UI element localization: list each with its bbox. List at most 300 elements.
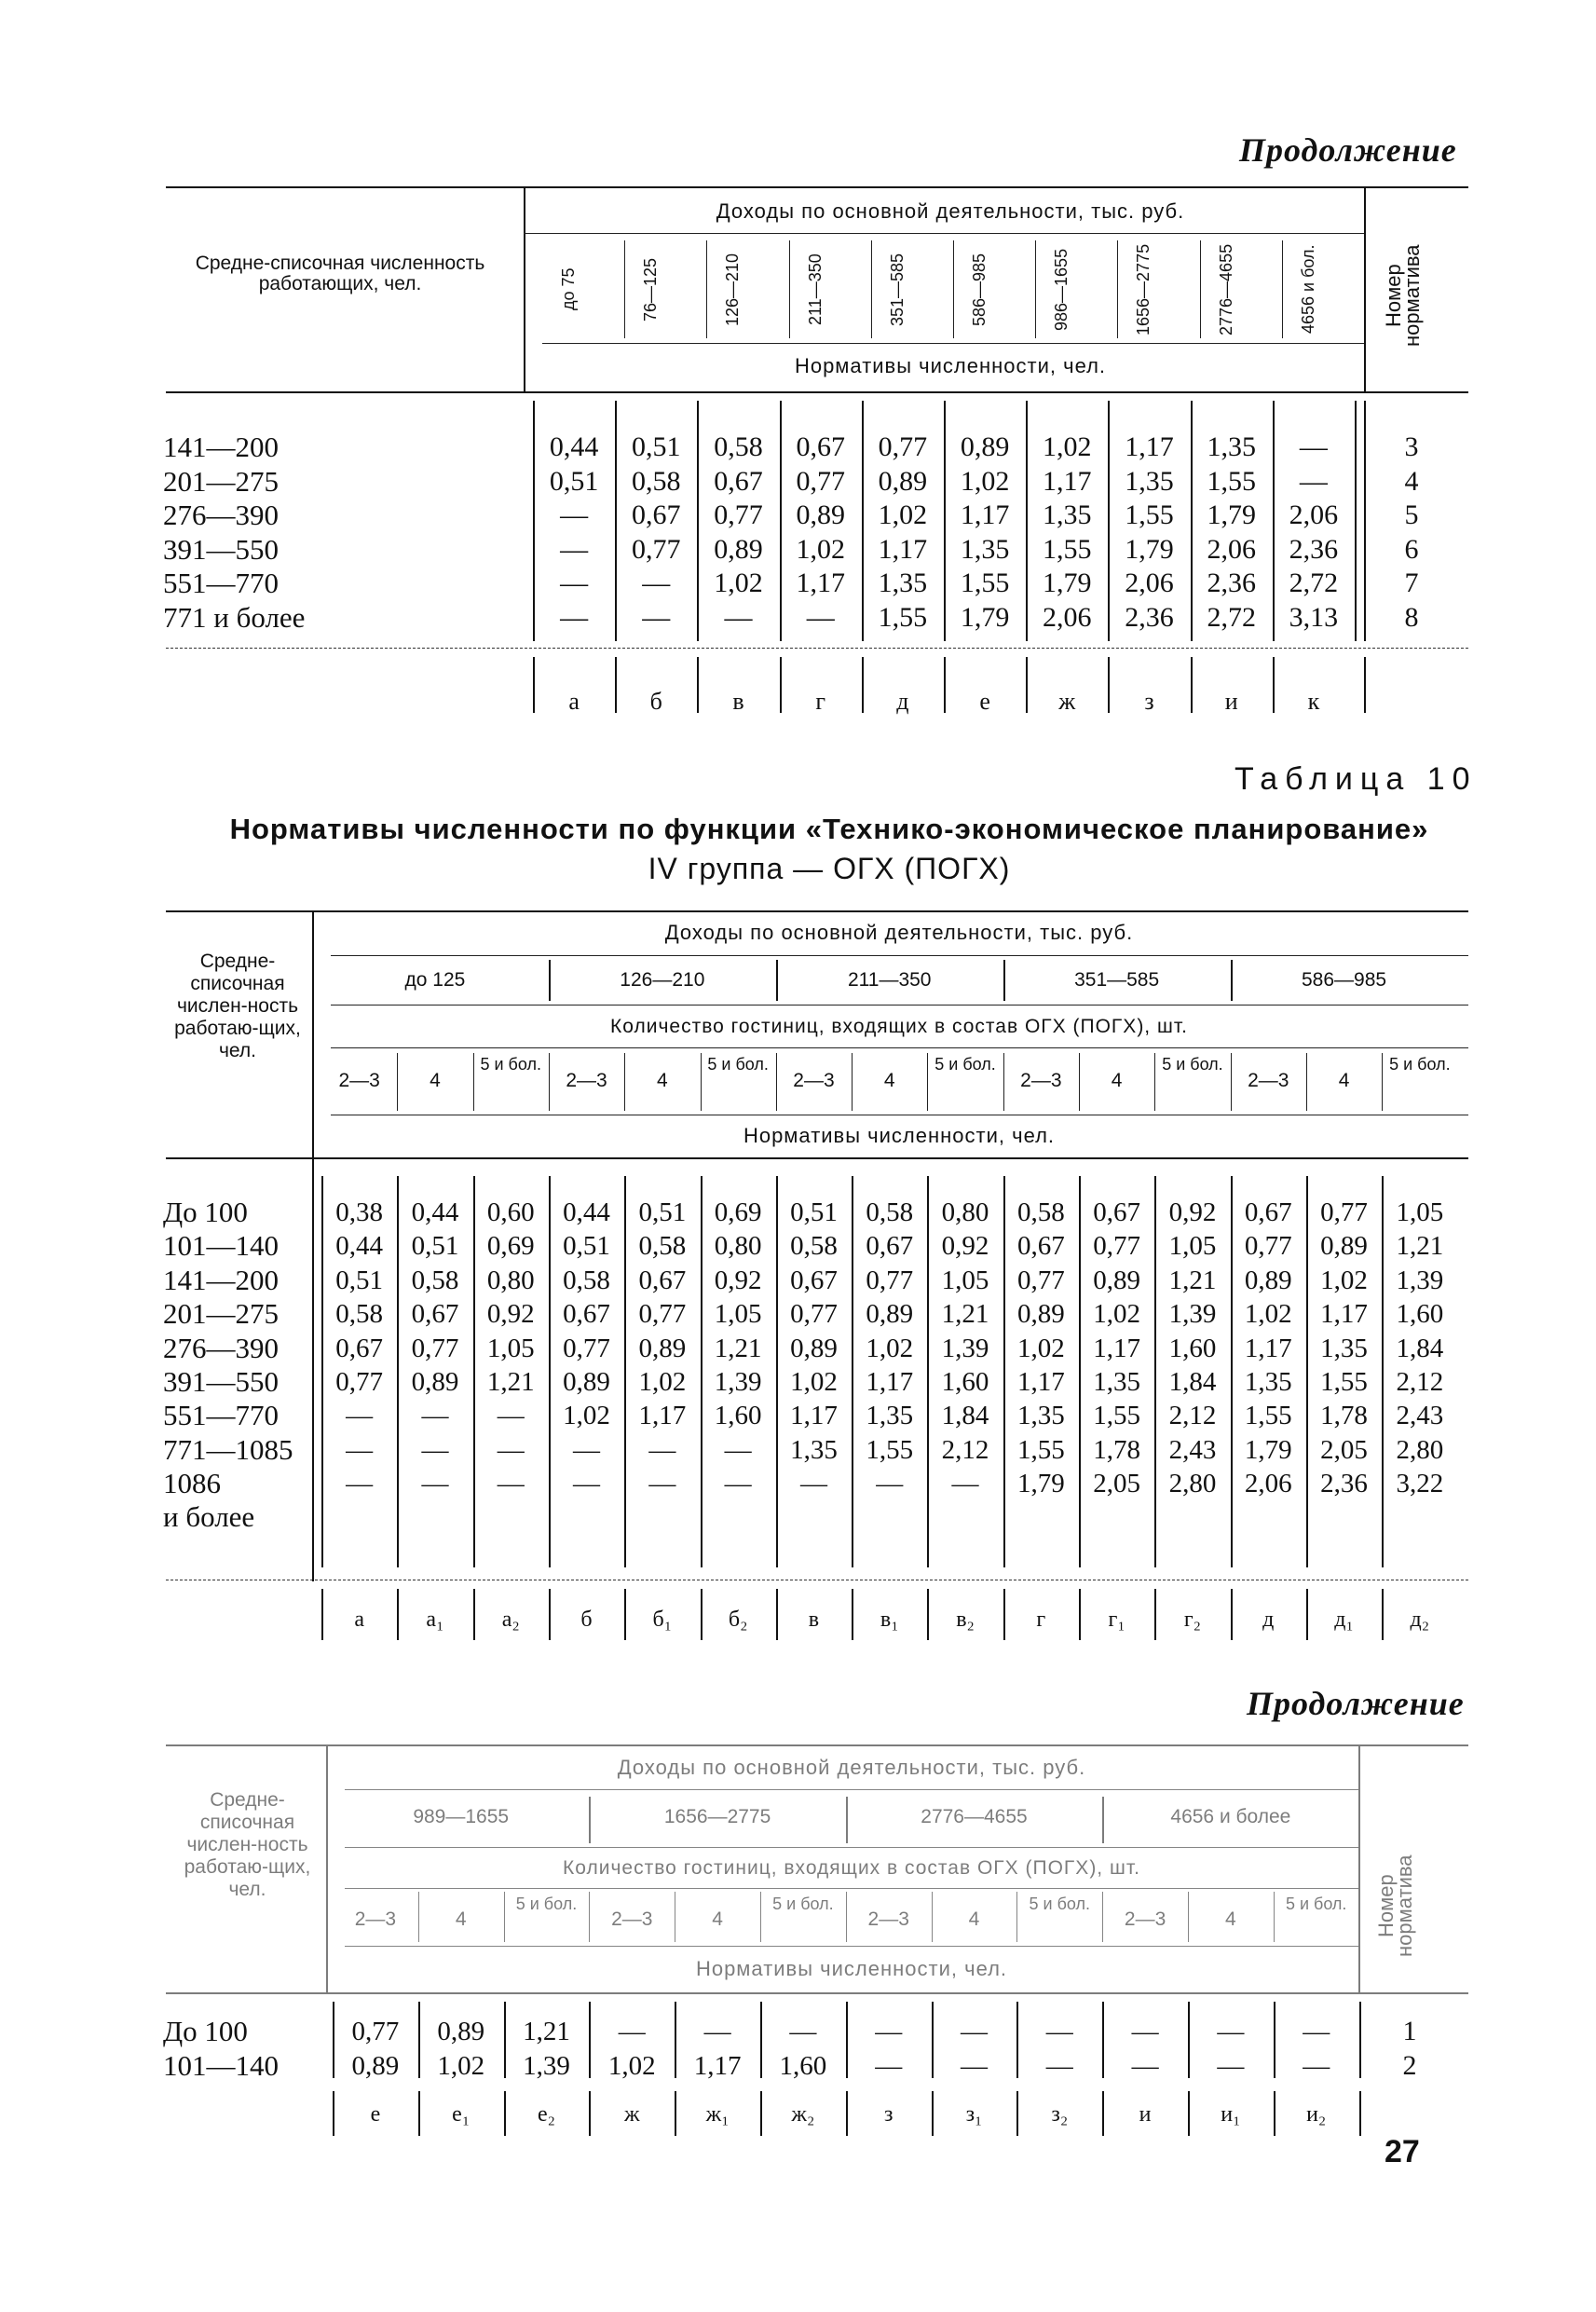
table1-norm-number: 8 (1404, 601, 1419, 633)
table3-cell: 1,02 (437, 2050, 485, 2081)
table3-cell: — (875, 2017, 903, 2046)
table2-cell: 1,79 (1016, 1469, 1065, 1499)
table2-cell: 1,79 (1244, 1434, 1292, 1465)
table1-cell: 1,55 (1043, 533, 1092, 565)
table2-hotel-count: 4 (430, 1070, 441, 1091)
table2-cell: 0,77 (1093, 1231, 1141, 1262)
table1-cell: 2,72 (1289, 568, 1339, 598)
table1-cell: 1,35 (1043, 499, 1092, 530)
table1-cell: 1,55 (960, 568, 1010, 598)
table2-cell: 1,02 (563, 1401, 610, 1431)
table1-cell: 1,79 (960, 601, 1010, 633)
table2-cell: — (876, 1469, 904, 1499)
table1-side-header: Средне-списочная численность работающих, чел. (195, 253, 485, 294)
table2-cell: 1,21 (1396, 1231, 1444, 1262)
table-title: Нормативы численности по функции «Технико-экономическое планирование» (229, 813, 1429, 845)
table2-cell: 1,02 (790, 1367, 838, 1397)
table3-income-group: 989—1655 (413, 1806, 510, 1827)
table2-cell: 1,78 (1320, 1401, 1368, 1431)
table2-cell: 0,89 (1016, 1299, 1065, 1330)
table1-cell: 2,36 (1207, 568, 1256, 598)
table2-cell: 0,58 (335, 1299, 384, 1330)
table2-hotel-count: 2—3 (1248, 1070, 1289, 1091)
table2-column-code: г₁ (1108, 1607, 1125, 1632)
table1-row-label: 201—275 (163, 464, 279, 498)
table2-hotel-count: 4 (656, 1070, 668, 1091)
table2-cell: — (497, 1401, 525, 1431)
table2-cell: 1,35 (1016, 1401, 1065, 1431)
table2-cell: 0,67 (335, 1333, 384, 1363)
page-number: 27 (1385, 2134, 1420, 2169)
table2-column-code: в₁ (880, 1607, 899, 1632)
table2-cell: 0,89 (638, 1333, 687, 1363)
table2-cell: 1,21 (1168, 1265, 1217, 1295)
table3-hotel-count: 5 и бол. (515, 1895, 578, 1913)
table1-row-label: 771 и более (163, 600, 306, 634)
table1-cell: 1,17 (1043, 465, 1092, 497)
table1-income-col: 351—585 (887, 253, 907, 326)
table2-income-group: 211—350 (847, 969, 932, 991)
table1-column-code: а (568, 688, 580, 715)
table2-cell: — (724, 1434, 752, 1465)
table2-cell: 1,05 (1168, 1231, 1217, 1262)
table2-cell: 0,44 (563, 1197, 610, 1227)
table3-column-code: ж₁ (705, 2102, 730, 2127)
table3-column-code: ж₂ (791, 2102, 815, 2127)
table2-hotel-count: 5 и бол. (480, 1055, 541, 1074)
table3-hotel-count: 2—3 (611, 1908, 653, 1930)
table2-cell: 2,12 (941, 1434, 989, 1465)
table1-cell: 1,79 (1125, 533, 1174, 565)
table2-cell: 1,05 (941, 1265, 989, 1295)
table2-column-code: а (354, 1607, 364, 1632)
table2-hotels-header: Количество гостиниц, входящих в состав ОГХ (ПОГХ), шт. (610, 1016, 1188, 1037)
table2-cell: 3,22 (1396, 1469, 1444, 1499)
table2-cell: 1,39 (714, 1367, 762, 1397)
table2-cell: — (421, 1434, 449, 1465)
table2-cell: 1,35 (1244, 1367, 1292, 1397)
table2-cell: 0,60 (486, 1197, 535, 1227)
table2-cell: 0,69 (486, 1231, 535, 1262)
table2-row-label: 1086 (163, 1467, 221, 1500)
table2-cell: 0,67 (790, 1265, 838, 1295)
table2-cell: 1,17 (1016, 1367, 1065, 1397)
table3-income-group: 4656 и более (1170, 1806, 1291, 1827)
table3-cell: — (618, 2017, 646, 2046)
table2-cell: — (951, 1469, 979, 1499)
table2-cell: 1,60 (1168, 1333, 1217, 1363)
table2-cell: 0,92 (714, 1265, 762, 1295)
table1-cell: 1,02 (1043, 431, 1092, 462)
table2-column-code: д (1262, 1607, 1275, 1632)
table3-cell: — (1217, 2017, 1245, 2046)
table3-cell: — (875, 2050, 903, 2081)
table2-cell: 1,35 (866, 1401, 914, 1431)
table1-cell: 1,17 (960, 499, 1010, 530)
table3-norm-header: Номер норматива (1374, 1854, 1416, 1957)
table1-cell: 1,55 (1207, 465, 1256, 497)
table1-cell: — (560, 533, 589, 565)
table1-cell: 1,02 (960, 465, 1010, 497)
table1-cell: — (806, 601, 835, 633)
table3-hotel-count: 5 и бол. (772, 1895, 834, 1913)
table1-cell: 1,79 (1207, 499, 1256, 530)
table1-cell: 1,17 (878, 533, 928, 565)
table1-income-col: 2776—4655 (1216, 243, 1235, 335)
table3-income-header: Доходы по основной деятельности, тыс. руб. (617, 1756, 1086, 1779)
table2-cell: 2,05 (1093, 1469, 1141, 1499)
table2-cell: 0,89 (790, 1333, 838, 1363)
table2-row-label: 276—390 (163, 1331, 279, 1364)
table1-cell: 0,67 (632, 499, 681, 530)
table2-cell: 1,35 (1320, 1333, 1368, 1363)
table2-cell: 1,60 (941, 1367, 989, 1397)
table2-cell: 1,05 (1396, 1197, 1444, 1227)
table1-cell: 0,77 (878, 431, 928, 462)
table1-norms-label: Нормативы численности, чел. (794, 354, 1107, 377)
table2-cell: — (346, 1469, 374, 1499)
table3-norm-number: 1 (1402, 2016, 1417, 2046)
table1-cell: 0,89 (714, 533, 763, 565)
table2-income-group: 126—210 (620, 969, 705, 991)
table2-income-header: Доходы по основной деятельности, тыс. руб. (664, 921, 1134, 944)
table3-cell: 1,02 (607, 2050, 656, 2081)
table2-hotel-count: 2—3 (1020, 1070, 1062, 1091)
table3-hotel-count: 5 и бол. (1285, 1895, 1347, 1913)
table2-cell: 1,21 (714, 1333, 762, 1363)
table1-cell: 0,89 (960, 431, 1010, 462)
table2-last-label-line2: и более (163, 1500, 255, 1533)
table1-row-label: 391—550 (163, 532, 279, 566)
table2-cell: 0,89 (866, 1299, 914, 1330)
table2-row-label: 771—1085 (163, 1432, 293, 1466)
table1-column-code: в (732, 688, 744, 715)
table2-cell: — (421, 1469, 449, 1499)
table2-cell: 0,77 (563, 1333, 610, 1363)
table3-cell: 0,89 (437, 2017, 485, 2046)
table2-cell: 1,02 (1016, 1333, 1065, 1363)
table2-cell: 0,89 (1244, 1265, 1292, 1295)
table2-cell: 2,12 (1168, 1401, 1217, 1431)
table2-row-label: 101—140 (163, 1229, 279, 1263)
table2-cell: 0,67 (1016, 1231, 1065, 1262)
table1-cell: — (1299, 465, 1328, 497)
table2-row-label: 551—770 (163, 1399, 279, 1432)
table1-cell: 1,17 (1125, 431, 1174, 462)
table2-cell: 0,77 (866, 1265, 914, 1295)
table1-cell: 0,58 (632, 465, 681, 497)
table2-cell: 0,67 (1244, 1197, 1292, 1227)
table3-column-code: ж (623, 2102, 640, 2127)
table1-cell: 1,35 (878, 568, 928, 598)
table2-cell: 1,84 (941, 1401, 989, 1431)
table1-cell: — (642, 601, 671, 633)
table1-cell: — (560, 499, 589, 530)
table2-cell: 1,17 (790, 1401, 838, 1431)
table2-cell: 0,80 (714, 1231, 762, 1262)
table2-cell: 0,92 (941, 1231, 989, 1262)
table3-hotel-count: 4 (1225, 1908, 1236, 1930)
table1-income-col: 76—125 (641, 257, 661, 321)
table-number: Таблица 10 (1235, 761, 1478, 797)
table3-cell: — (1217, 2050, 1245, 2081)
table1-norm-number: 7 (1404, 568, 1419, 598)
table2-column-code: д₂ (1410, 1607, 1430, 1632)
table3-side-header: Средне-списочная числен-ность работаю-щих, чел. (184, 1789, 311, 1900)
table3-hotel-count: 2—3 (1124, 1908, 1166, 1930)
table1-cell: 0,58 (714, 431, 763, 462)
table1-norm-number: 3 (1404, 431, 1419, 462)
table2-column-code: д₁ (1334, 1607, 1354, 1632)
table1-cell: 1,55 (878, 601, 928, 633)
table2-income-group: до 125 (404, 969, 466, 991)
table3-column-code: з₁ (965, 2102, 983, 2127)
table3-cell: 1,39 (523, 2050, 570, 2081)
table1-income-col: 211—350 (805, 253, 825, 325)
table3-hotels-header: Количество гостиниц, входящих в состав ОГХ (ПОГХ), шт. (563, 1857, 1140, 1879)
table2-hotel-count: 5 и бол. (934, 1055, 996, 1074)
table-subtitle: IV группа — ОГХ (ПОГХ) (648, 852, 1011, 885)
table3-column-code: з (883, 2102, 893, 2127)
table2-cell: — (497, 1469, 525, 1499)
table3-row-label: 101—140 (163, 2048, 279, 2082)
table2-cell: — (648, 1469, 676, 1499)
table3-cell: 1,17 (693, 2050, 742, 2081)
table1-cell: 3,13 (1289, 601, 1339, 633)
table1-norm-header: Номер норматива (1382, 244, 1424, 347)
table2-cell: 2,06 (1244, 1469, 1292, 1499)
table1-cell: 2,06 (1125, 568, 1174, 598)
table2-cell: 0,58 (1016, 1197, 1065, 1227)
table2-cell: 0,67 (563, 1299, 610, 1330)
table3-income-group: 1656—2775 (663, 1806, 771, 1827)
table2-cell: 0,69 (714, 1197, 762, 1227)
table2-norms-label: Нормативы численности, чел. (743, 1124, 1056, 1147)
table2-cell: 1,21 (941, 1299, 989, 1330)
table1-column-code: к (1307, 688, 1320, 715)
continuation-heading-2: Продолжение (1247, 1685, 1465, 1722)
table2-cell: 1,55 (1093, 1401, 1141, 1431)
table1-cell: 1,35 (1125, 465, 1174, 497)
table1-cell: — (724, 601, 753, 633)
table3-column-code: и₁ (1221, 2102, 1241, 2127)
table2-row-label: До 100 (163, 1196, 248, 1228)
table2-cell: 0,44 (411, 1197, 459, 1227)
table1-cell: 1,35 (1207, 431, 1256, 462)
table2-cell: 0,77 (790, 1299, 838, 1330)
table2-income-group: 586—985 (1302, 969, 1387, 991)
table2-column-code: в₂ (956, 1607, 975, 1632)
table2-cell: 1,17 (1244, 1333, 1292, 1363)
table1-column-code: е (979, 688, 990, 715)
table1-cell: 0,67 (796, 431, 845, 462)
table2-cell: 1,55 (1244, 1401, 1292, 1431)
table2-cell: 0,51 (335, 1265, 384, 1295)
table2-cell: 0,58 (638, 1231, 687, 1262)
table2-column-code: а₂ (501, 1607, 520, 1632)
table2-cell: 2,12 (1396, 1367, 1444, 1397)
table1-row-label: 276—390 (163, 499, 279, 531)
table3-column-code: и₂ (1306, 2102, 1327, 2127)
table2-column-code: б (580, 1607, 593, 1632)
continuation-heading-1: Продолжение (1239, 131, 1457, 169)
table1-cell: 0,44 (549, 431, 599, 462)
table2-cell: 1,05 (714, 1299, 762, 1330)
table2-cell: 1,02 (1244, 1299, 1292, 1330)
table2-row-label: 391—550 (163, 1365, 279, 1398)
table1-cell: 0,89 (796, 499, 845, 530)
table1-cell: 0,51 (632, 431, 681, 462)
table3-cell: — (960, 2017, 988, 2046)
table2-cell: 0,51 (638, 1197, 687, 1227)
table2-cell: 0,58 (411, 1265, 459, 1295)
table1-income-col: 586—985 (970, 253, 989, 326)
table2-cell: 0,92 (1168, 1197, 1217, 1227)
table2-cell: 1,84 (1168, 1367, 1217, 1397)
table2-cell: 0,67 (1093, 1197, 1141, 1227)
table2-side-header: Средне-списочная числен-ность работаю-щих, чел. (174, 951, 301, 1061)
table2-cell: 2,43 (1168, 1434, 1217, 1465)
table2-cell: 1,55 (1016, 1434, 1065, 1465)
table3-column-code: е₁ (452, 2102, 471, 2127)
table1-income-col: 126—210 (723, 253, 743, 326)
table1-cell: 2,36 (1289, 533, 1339, 565)
table1-cell: — (560, 568, 589, 598)
table2-cell: 2,36 (1320, 1469, 1368, 1499)
table3-cell: 1,60 (779, 2050, 827, 2081)
table2-cell: — (724, 1469, 752, 1499)
table2-cell: 0,77 (1016, 1265, 1065, 1295)
table3-cell: — (1303, 2017, 1330, 2046)
table2-cell: 2,43 (1396, 1401, 1444, 1431)
table2-cell: 0,77 (1320, 1197, 1368, 1227)
table2-cell: 1,02 (866, 1333, 914, 1363)
table2-cell: 2,05 (1320, 1434, 1368, 1465)
table2-hotel-count: 5 и бол. (1389, 1055, 1451, 1074)
table1-cell: 0,77 (632, 533, 681, 565)
table2-income-group: 351—585 (1074, 969, 1160, 991)
table1-cell: 0,67 (714, 465, 763, 497)
table2-cell: — (497, 1434, 525, 1465)
table2-cell: 1,55 (1320, 1367, 1368, 1397)
table2-cell: — (346, 1401, 374, 1431)
table1-cell: — (560, 601, 589, 633)
table3-row-label: До 100 (163, 2015, 248, 2047)
table2-cell: — (648, 1434, 676, 1465)
table2-cell: 1,39 (1168, 1299, 1217, 1330)
table2-cell: 2,80 (1168, 1469, 1217, 1499)
table2-hotel-count: 4 (1338, 1070, 1350, 1091)
table3-hotel-count: 4 (455, 1908, 467, 1930)
table1-norm-number: 6 (1404, 533, 1419, 565)
table2-cell: 0,38 (335, 1197, 384, 1227)
table3-hotel-count: 5 и бол. (1029, 1895, 1091, 1913)
table3-cell: — (703, 2017, 731, 2046)
table1-column-code: ж (1058, 688, 1076, 715)
table2-hotel-count: 2—3 (566, 1070, 607, 1091)
table2-cell: 0,77 (638, 1299, 687, 1330)
table2-cell: 0,89 (563, 1367, 610, 1397)
table2-cell: 1,05 (486, 1333, 535, 1363)
table1-cell: — (1299, 431, 1328, 462)
table2-hotel-count: 2—3 (793, 1070, 835, 1091)
table2-cell: 0,51 (411, 1231, 459, 1262)
table3-cell: — (1303, 2050, 1330, 2081)
table2-cell: 1,35 (790, 1434, 838, 1465)
table2-cell: 1,60 (1396, 1299, 1444, 1330)
table2-cell: 1,21 (486, 1367, 535, 1397)
table3-cell: — (1131, 2017, 1159, 2046)
table2-cell: 1,35 (1093, 1367, 1141, 1397)
table3-cell: — (789, 2017, 817, 2046)
table1-cell: 1,35 (960, 533, 1010, 565)
table1-column-code: з (1144, 688, 1154, 715)
table3-column-code: е (370, 2102, 381, 2127)
table3-cell: 1,21 (523, 2017, 570, 2046)
table2-cell: — (573, 1434, 601, 1465)
table1-cell: 1,02 (796, 533, 845, 565)
table1-income-col: 986—1655 (1052, 248, 1071, 331)
table2-column-code: г₂ (1183, 1607, 1202, 1632)
table1-column-code: б (649, 688, 662, 715)
table1-cell: 1,79 (1043, 568, 1092, 598)
table1-column-code: и (1224, 688, 1238, 715)
table2-row-label: 201—275 (163, 1297, 279, 1331)
table2-cell: 0,51 (563, 1231, 610, 1262)
table2-cell: 0,89 (1093, 1265, 1141, 1295)
table2-cell: 1,02 (1093, 1299, 1141, 1330)
table2-cell: 1,60 (714, 1401, 762, 1431)
table2-cell: 0,51 (790, 1197, 838, 1227)
table3-cell: — (960, 2050, 988, 2081)
table1-cell: 2,06 (1207, 533, 1256, 565)
table2-cell: — (573, 1469, 601, 1499)
table2-cell: 1,55 (866, 1434, 914, 1465)
table2-cell: 0,58 (563, 1265, 610, 1295)
table1-row-label: 141—200 (163, 431, 279, 463)
table1-cell: 0,77 (714, 499, 763, 530)
table1-column-code: д (896, 688, 909, 715)
table1-cell: 2,72 (1207, 601, 1256, 633)
table2-hotel-count: 5 и бол. (707, 1055, 769, 1074)
table1-cell: 0,51 (549, 465, 599, 497)
table3-cell: — (1045, 2017, 1073, 2046)
table2-column-code: г (1036, 1607, 1046, 1632)
table2-cell: 1,17 (866, 1367, 914, 1397)
table1-income-header: Доходы по основной деятельности, тыс. руб. (716, 199, 1185, 223)
table2-hotel-count: 5 и бол. (1162, 1055, 1223, 1074)
table2-cell: 0,44 (335, 1231, 384, 1262)
table3-hotel-count: 4 (712, 1908, 723, 1930)
table2-cell: 1,02 (1320, 1265, 1368, 1295)
table1-cell: — (642, 568, 671, 598)
table2-cell: 0,92 (486, 1299, 535, 1330)
table3-column-code: з₂ (1051, 2102, 1069, 2127)
table3-norm-number: 2 (1402, 2049, 1417, 2081)
table2-cell: 1,84 (1396, 1333, 1444, 1363)
table2-row-label: 141—200 (163, 1263, 279, 1296)
table2-cell: 1,17 (638, 1401, 687, 1431)
table2-cell: 1,39 (1396, 1265, 1444, 1295)
table2-cell: 1,39 (941, 1333, 989, 1363)
table2-column-code: в (808, 1607, 820, 1632)
table2-column-code: б₂ (728, 1607, 748, 1632)
table3-hotel-count: 2—3 (867, 1908, 909, 1930)
table1-income-col: 1656—2775 (1134, 243, 1153, 335)
table3-income-group: 2776—4655 (921, 1806, 1028, 1827)
table2-cell: 1,17 (1320, 1299, 1368, 1330)
table1-cell: 2,36 (1125, 601, 1174, 633)
